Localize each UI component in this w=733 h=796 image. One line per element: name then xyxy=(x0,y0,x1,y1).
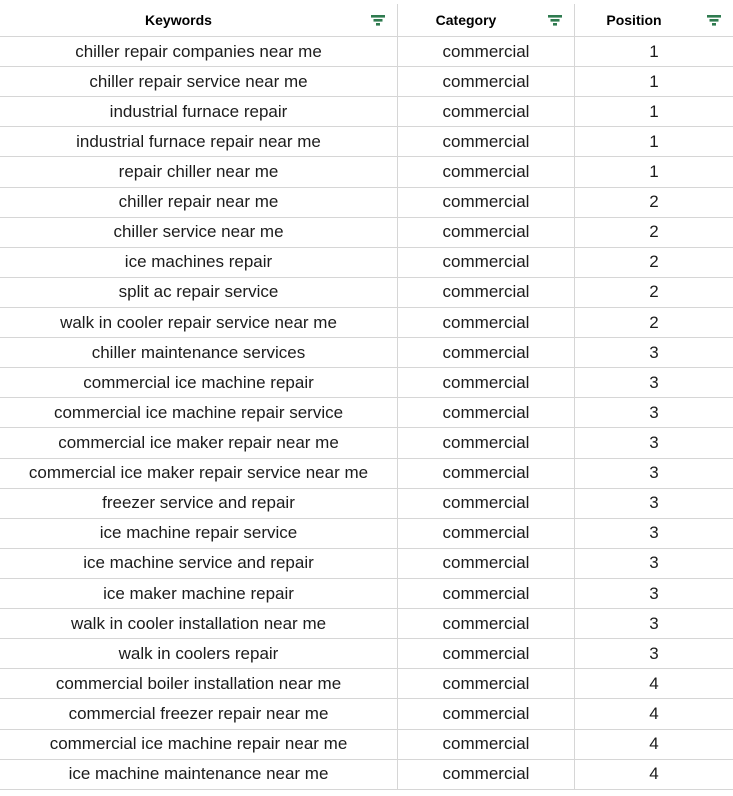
table-row xyxy=(0,188,733,218)
keyword-cell[interactable]: commercial ice machine repair near me xyxy=(0,730,398,759)
category-cell[interactable]: commercial xyxy=(398,579,575,608)
keyword-cell[interactable]: commercial ice maker repair service near me xyxy=(0,459,398,488)
category-cell[interactable]: commercial xyxy=(398,248,575,277)
position-cell[interactable]: 4 xyxy=(649,673,659,693)
category-cell[interactable]: commercial xyxy=(398,218,575,247)
category-cell[interactable]: commercial xyxy=(398,97,575,126)
position-cell[interactable]: 3 xyxy=(649,643,659,663)
table-row xyxy=(0,278,733,308)
position-cell[interactable]: 4 xyxy=(649,764,659,784)
header-cell-keywords[interactable] xyxy=(0,4,398,36)
category-cell[interactable]: commercial xyxy=(398,760,575,789)
keyword-cell[interactable]: ice maker machine repair xyxy=(0,579,398,608)
table-header xyxy=(0,4,733,37)
header-cell-category[interactable] xyxy=(398,4,575,36)
position-cell[interactable]: 1 xyxy=(649,101,659,121)
table-row xyxy=(0,609,733,639)
table-row xyxy=(0,157,733,187)
category-cell[interactable]: commercial xyxy=(398,338,575,367)
keyword-cell[interactable]: ice machine maintenance near me xyxy=(0,760,398,789)
position-cell[interactable]: 4 xyxy=(649,734,659,754)
category-cell[interactable]: commercial xyxy=(398,639,575,668)
keyword-cell[interactable]: ice machine repair service xyxy=(0,519,398,548)
position-cell[interactable]: 3 xyxy=(649,493,659,513)
position-column-label: Position xyxy=(606,12,662,28)
keyword-cell[interactable]: repair chiller near me xyxy=(0,157,398,186)
table-row xyxy=(0,699,733,729)
table-row xyxy=(0,218,733,248)
keyword-cell[interactable]: chiller maintenance services xyxy=(0,338,398,367)
category-cell[interactable]: commercial xyxy=(398,730,575,759)
keyword-cell[interactable]: chiller repair companies near me xyxy=(0,37,398,66)
table-row xyxy=(0,760,733,790)
position-cell[interactable]: 3 xyxy=(649,432,659,452)
position-cell[interactable]: 1 xyxy=(649,41,659,61)
filter-funnel-icon[interactable] xyxy=(707,15,721,26)
category-cell[interactable]: commercial xyxy=(398,699,575,728)
category-cell[interactable]: commercial xyxy=(398,519,575,548)
filter-funnel-icon[interactable] xyxy=(371,15,385,26)
category-cell[interactable]: commercial xyxy=(398,127,575,156)
category-cell[interactable]: commercial xyxy=(398,67,575,96)
position-cell[interactable]: 4 xyxy=(649,703,659,723)
keyword-cell[interactable]: walk in cooler installation near me xyxy=(0,609,398,638)
keyword-cell[interactable]: chiller repair service near me xyxy=(0,67,398,96)
table-row xyxy=(0,428,733,458)
keyword-cell[interactable]: commercial freezer repair near me xyxy=(0,699,398,728)
position-cell[interactable]: 1 xyxy=(649,71,659,91)
position-cell[interactable]: 3 xyxy=(649,372,659,392)
table-row xyxy=(0,37,733,67)
table-row xyxy=(0,459,733,489)
table-row xyxy=(0,97,733,127)
filter-funnel-icon[interactable] xyxy=(548,15,562,26)
category-cell[interactable]: commercial xyxy=(398,609,575,638)
table-row xyxy=(0,248,733,278)
keyword-cell[interactable]: ice machine service and repair xyxy=(0,549,398,578)
position-cell[interactable]: 2 xyxy=(649,222,659,242)
position-cell[interactable]: 2 xyxy=(649,312,659,332)
category-cell[interactable]: commercial xyxy=(398,489,575,518)
keyword-cell[interactable]: chiller repair near me xyxy=(0,188,398,217)
position-cell[interactable]: 3 xyxy=(649,342,659,362)
position-cell[interactable]: 1 xyxy=(649,161,659,181)
keyword-cell[interactable]: industrial furnace repair near me xyxy=(0,127,398,156)
category-column-label: Category xyxy=(435,12,497,28)
table-row xyxy=(0,669,733,699)
category-cell[interactable]: commercial xyxy=(398,157,575,186)
keyword-cell[interactable]: commercial boiler installation near me xyxy=(0,669,398,698)
category-cell[interactable]: commercial xyxy=(398,398,575,427)
category-cell[interactable]: commercial xyxy=(398,188,575,217)
position-cell[interactable]: 3 xyxy=(649,463,659,483)
category-cell[interactable]: commercial xyxy=(398,278,575,307)
keyword-cell[interactable]: commercial ice machine repair service xyxy=(0,398,398,427)
table-row xyxy=(0,489,733,519)
position-cell[interactable]: 3 xyxy=(649,523,659,543)
category-cell[interactable]: commercial xyxy=(398,549,575,578)
table-row xyxy=(0,730,733,760)
category-cell[interactable]: commercial xyxy=(398,368,575,397)
position-cell[interactable]: 2 xyxy=(649,192,659,212)
position-cell[interactable]: 2 xyxy=(649,282,659,302)
table-row xyxy=(0,579,733,609)
position-cell[interactable]: 3 xyxy=(649,553,659,573)
position-cell[interactable]: 2 xyxy=(649,252,659,272)
keyword-cell[interactable]: split ac repair service xyxy=(0,278,398,307)
category-cell[interactable]: commercial xyxy=(398,459,575,488)
table-row xyxy=(0,398,733,428)
category-cell[interactable]: commercial xyxy=(398,669,575,698)
category-cell[interactable]: commercial xyxy=(398,428,575,457)
table-row xyxy=(0,549,733,579)
table-row xyxy=(0,639,733,669)
category-cell[interactable]: commercial xyxy=(398,37,575,66)
keyword-cell[interactable]: walk in coolers repair xyxy=(0,639,398,668)
keyword-cell[interactable]: freezer service and repair xyxy=(0,489,398,518)
category-cell[interactable]: commercial xyxy=(398,308,575,337)
keyword-cell[interactable]: ice machines repair xyxy=(0,248,398,277)
position-cell[interactable]: 1 xyxy=(649,131,659,151)
keyword-cell[interactable]: chiller service near me xyxy=(0,218,398,247)
position-cell[interactable]: 3 xyxy=(649,402,659,422)
table-body xyxy=(0,37,733,790)
keywords-column-label: Keywords xyxy=(145,12,212,28)
keyword-cell[interactable]: walk in cooler repair service near me xyxy=(0,308,398,337)
table-row xyxy=(0,127,733,157)
position-cell[interactable]: 3 xyxy=(649,613,659,633)
position-cell[interactable]: 3 xyxy=(649,583,659,603)
keyword-cell[interactable]: commercial ice maker repair near me xyxy=(0,428,398,457)
table-row xyxy=(0,519,733,549)
table-row xyxy=(0,308,733,338)
table-row xyxy=(0,67,733,97)
header-cell-position[interactable] xyxy=(575,4,733,36)
keyword-cell[interactable]: commercial ice machine repair xyxy=(0,368,398,397)
keyword-cell[interactable]: industrial furnace repair xyxy=(0,97,398,126)
table-row xyxy=(0,368,733,398)
table-row xyxy=(0,338,733,368)
